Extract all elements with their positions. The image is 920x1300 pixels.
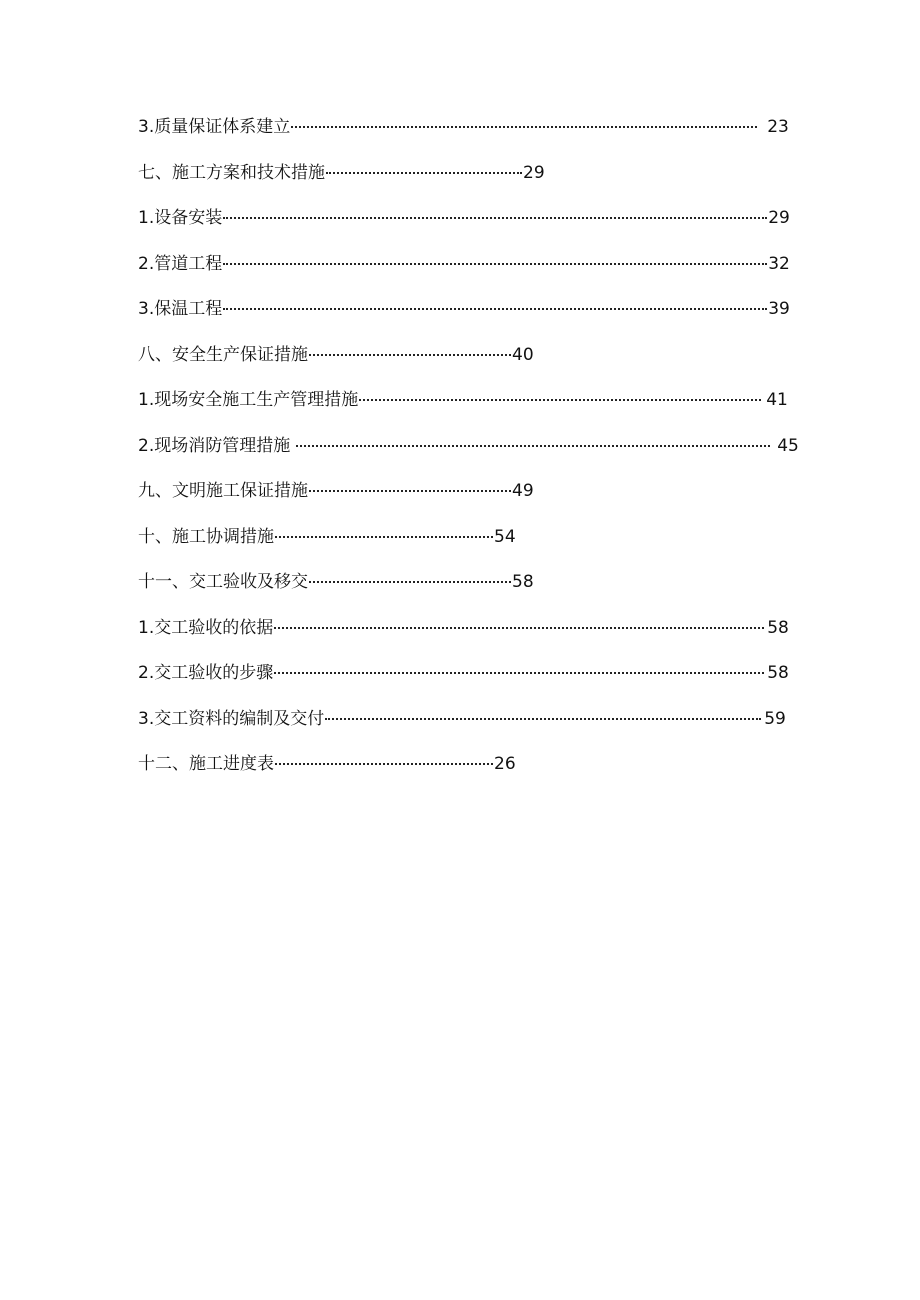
toc-entry-label: 九、文明施工保证措施 [138, 481, 308, 501]
toc-entry-page: 23 [767, 117, 789, 137]
toc-entry[interactable] [138, 385, 838, 415]
toc-entry-label: 3.保温工程 [138, 299, 223, 319]
toc-entry-page: 29 [523, 162, 545, 183]
toc-entry[interactable] [138, 658, 838, 688]
toc-entry-label: 十一、交工验收及移交 [138, 572, 308, 592]
toc-leader-dots [223, 217, 767, 219]
toc-entry-label: 2.交工验收的步骤 [138, 663, 274, 683]
toc-leader-dots [223, 308, 767, 310]
toc-leader-dots [223, 263, 767, 265]
toc-entry-page: 58 [767, 617, 789, 638]
toc-leader-dots [309, 490, 511, 492]
toc-entry-label: 3.质量保证体系建立 [138, 117, 291, 137]
toc-leader-dots [309, 581, 511, 583]
toc-leader-dots [325, 718, 761, 720]
toc-entry[interactable] [138, 613, 838, 643]
toc-leader-dots [275, 763, 493, 765]
toc-leader-dots [309, 354, 511, 356]
toc-entry-page: 29 [768, 208, 790, 228]
toc-entry[interactable] [138, 476, 838, 506]
toc-entry-label: 2.现场消防管理措施 [138, 435, 291, 456]
toc-entry-label: 十、施工协调措施 [138, 526, 274, 547]
toc-entry-page: 58 [767, 663, 789, 683]
toc-entry-page: 59 [764, 708, 786, 729]
toc-entry-page: 40 [512, 344, 534, 365]
toc-entry-page: 41 [766, 390, 788, 410]
toc-entry-label: 1.现场安全施工生产管理措施 [138, 390, 359, 410]
toc-entry[interactable] [138, 294, 838, 324]
toc-entry[interactable] [138, 112, 838, 142]
toc-leader-dots [275, 536, 493, 538]
toc-entry[interactable] [138, 158, 838, 188]
toc-entry-page: 54 [494, 526, 516, 547]
toc-entry[interactable] [138, 522, 838, 552]
toc-entry[interactable] [138, 704, 838, 734]
toc-entry-label: 1.设备安装 [138, 208, 223, 228]
toc-entry-page: 26 [494, 754, 516, 774]
toc-entry-page: 39 [768, 299, 790, 319]
toc-entry-page: 32 [768, 253, 790, 274]
toc-entry[interactable] [138, 203, 838, 233]
toc-entry-label: 八、安全生产保证措施 [138, 344, 308, 365]
toc-entry-label: 1.交工验收的依据 [138, 617, 274, 638]
toc-leader-dots [291, 126, 757, 128]
toc-entry-page: 45 [777, 435, 799, 456]
toc-leader-dots [296, 445, 770, 447]
toc-entry-label: 2.管道工程 [138, 253, 223, 274]
toc-leader-dots [359, 399, 761, 401]
toc-entry[interactable] [138, 749, 838, 779]
toc-entry-page: 58 [512, 572, 534, 592]
toc-entry-label: 3.交工资料的编制及交付 [138, 708, 325, 729]
toc-leader-dots [326, 172, 522, 174]
toc-entry[interactable] [138, 567, 838, 597]
toc-leader-dots [274, 672, 764, 674]
toc-entry[interactable] [138, 249, 838, 279]
table-of-contents [138, 112, 838, 795]
toc-entry[interactable] [138, 340, 838, 370]
toc-entry-label: 十二、施工进度表 [138, 754, 274, 774]
toc-entry-label: 七、施工方案和技术措施 [138, 162, 325, 183]
toc-leader-dots [274, 627, 764, 629]
toc-entry-page: 49 [512, 481, 534, 501]
toc-entry[interactable] [138, 431, 838, 461]
